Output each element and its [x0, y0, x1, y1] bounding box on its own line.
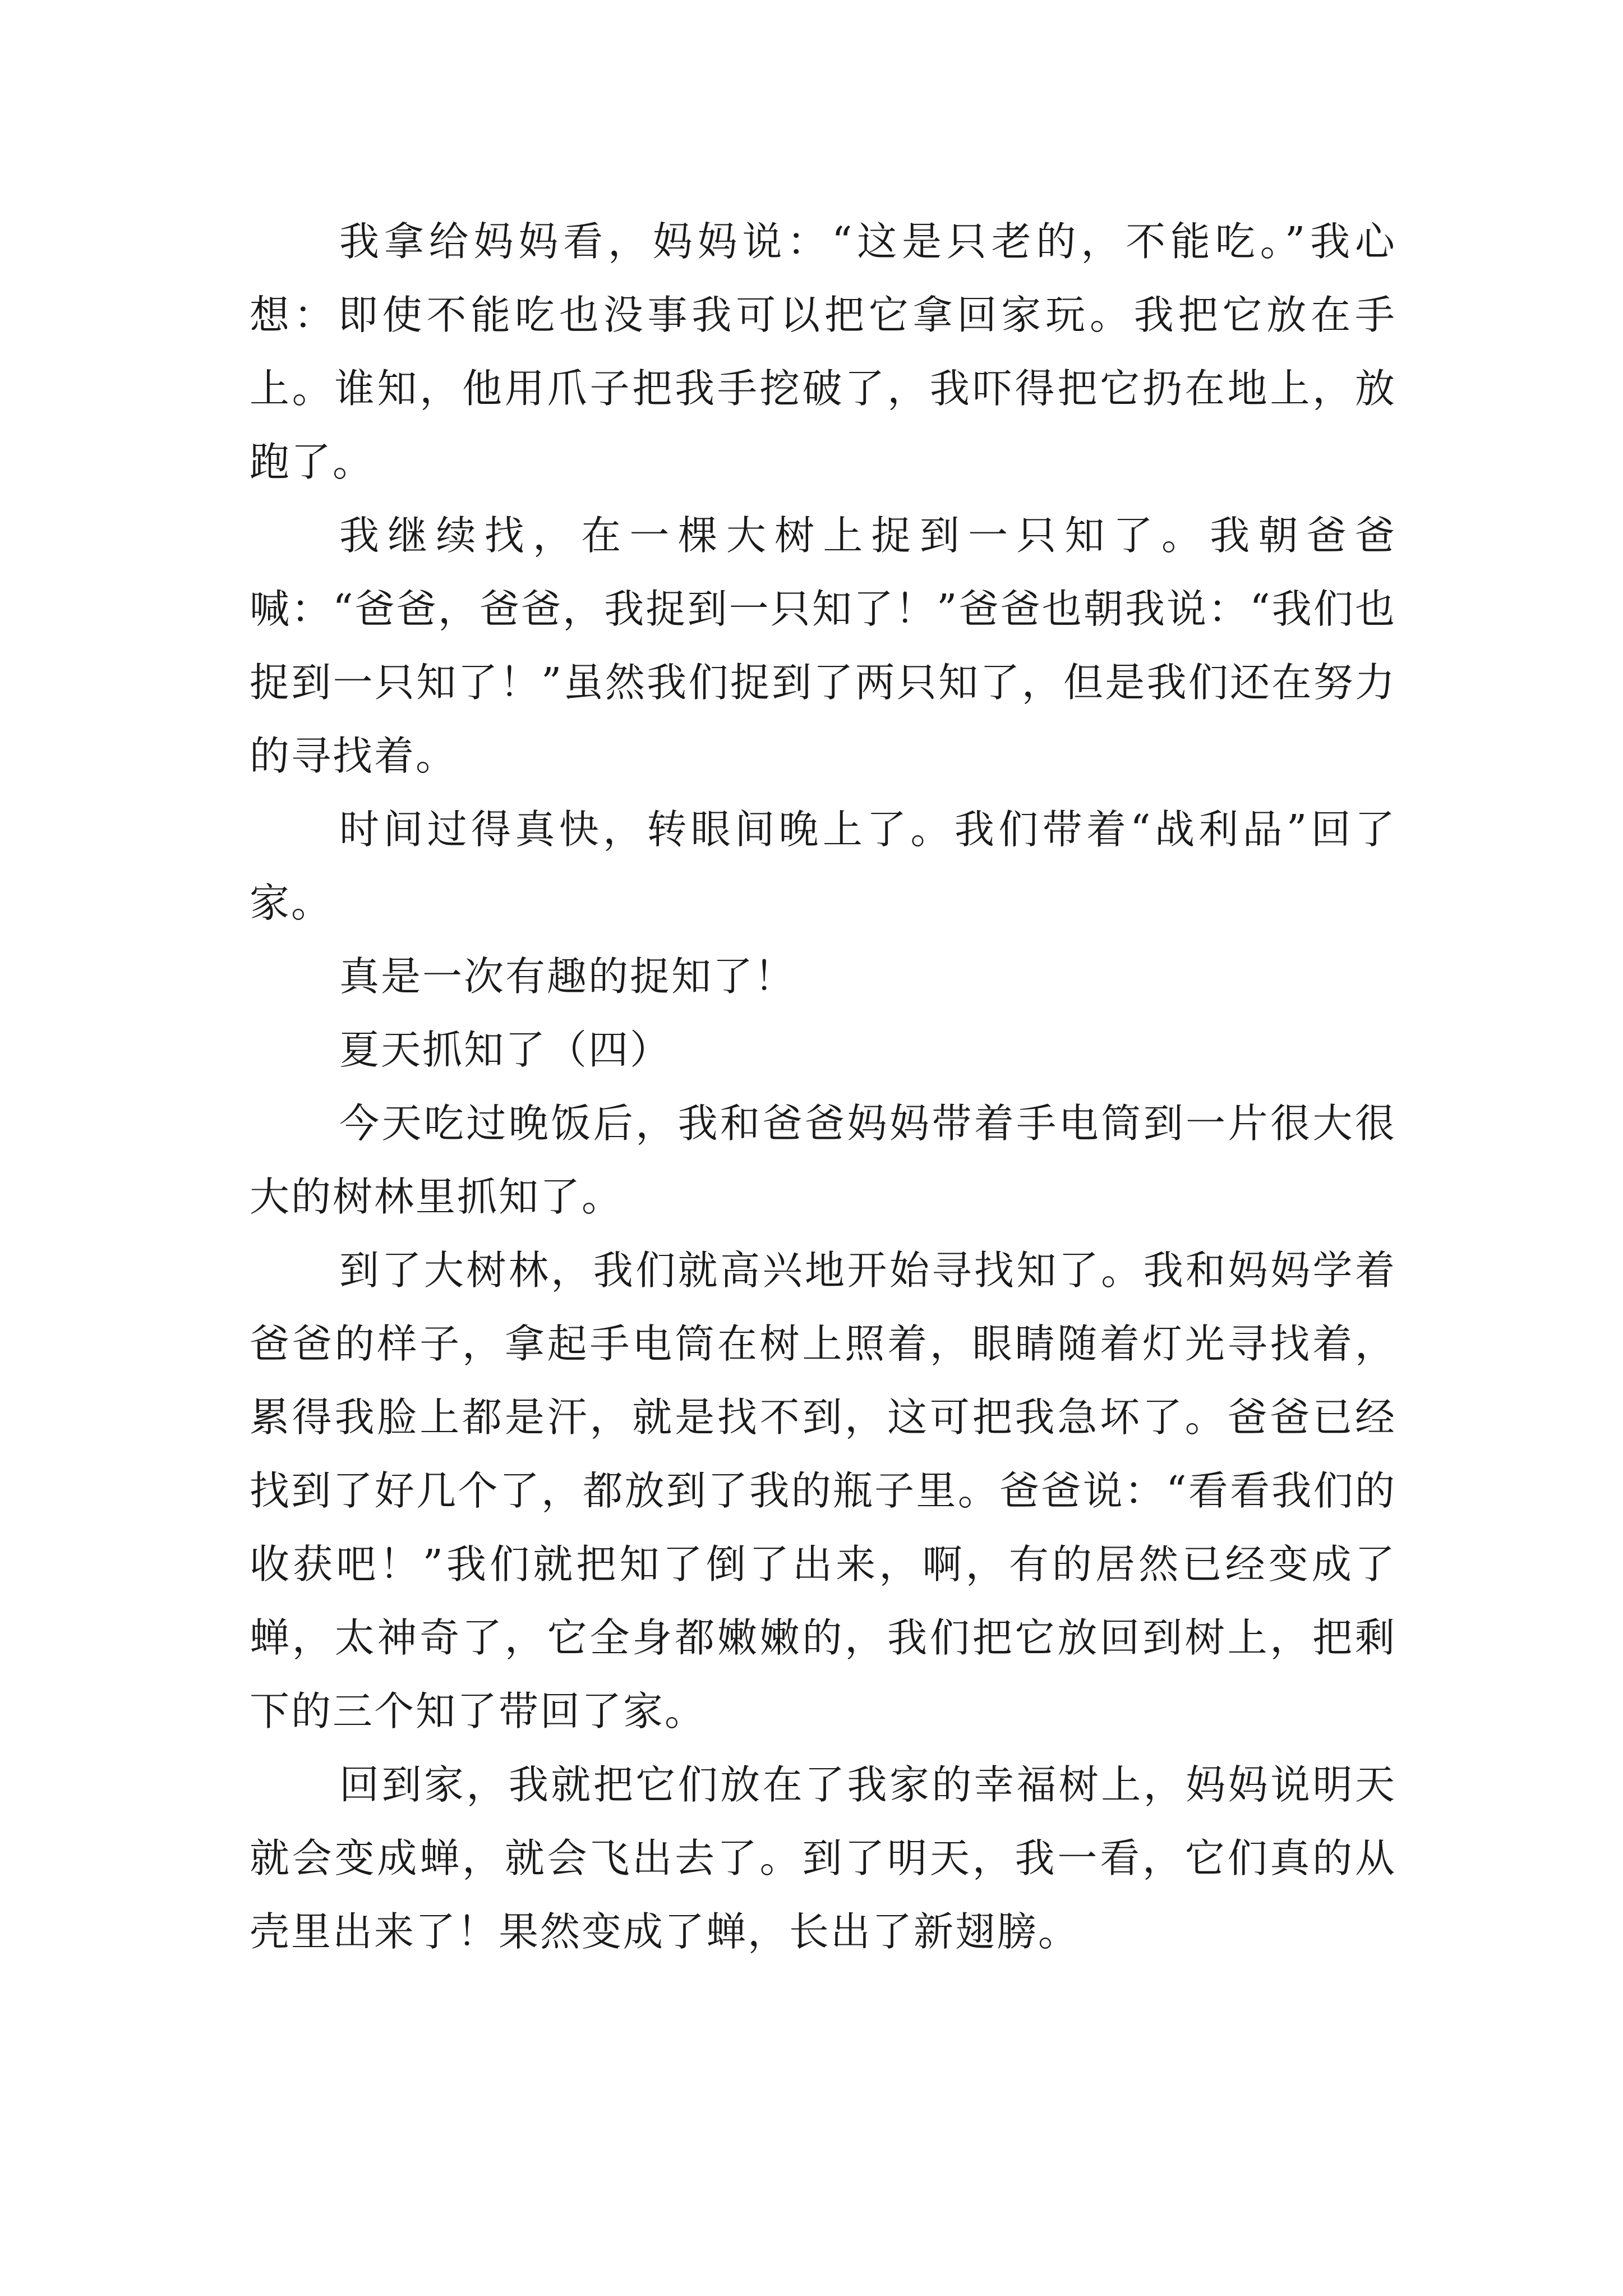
section-heading: 夏天抓知了（四） — [339, 1027, 672, 1073]
paragraph: 我继续找，在一棵大树上捉到一只知了。我朝爸爸喊：“爸爸，爸爸，我捉到一只知了！”爸爸也朝我说：“我们也捉到一只知了！”虽然我们捉到了两只知了，但是我们还在努力的寻找着。 — [250, 512, 1396, 779]
paragraph: 真是一次有趣的捉知了！ — [339, 953, 796, 1000]
document-body — [250, 205, 1396, 1968]
paragraph: 今天吃过晚饭后，我和爸爸妈妈带着手电筒到一片很大很大的树林里抓知了。 — [250, 1100, 1396, 1220]
paragraph: 回到家，我就把它们放在了我家的幸福树上，妈妈说明天就会变成蝉，就会飞出去了。到了明天，我一看，它们真的从壳里出来了！果然变成了蝉，长出了新翅膀。 — [250, 1761, 1396, 1955]
paragraph: 到了大树林，我们就高兴地开始寻找知了。我和妈妈学着爸爸的样子，拿起手电筒在树上照着，眼睛随着灯光寻找着，累得我脸上都是汗，就是找不到，这可把我急坏了。爸爸已经找到了好几个了，都放到了我的瓶子里。爸爸说：“看看我们的收获吧！”我们就把知了倒了出来，啊，有的居然已经变成了蝉，太神奇了，它全身都嫩嫩的，我们把它放回到树上，把剩下的三个知了带回了家。 — [250, 1247, 1396, 1734]
paragraph: 我拿给妈妈看，妈妈说：“这是只老的，不能吃。”我心想：即使不能吃也没事我可以把它拿回家玩。我把它放在手上。谁知，他用爪子把我手挖破了，我吓得把它扔在地上，放跑了。 — [250, 218, 1396, 485]
paragraph: 时间过得真快，转眼间晚上了。我们带着“战利品”回了家。 — [250, 806, 1396, 926]
